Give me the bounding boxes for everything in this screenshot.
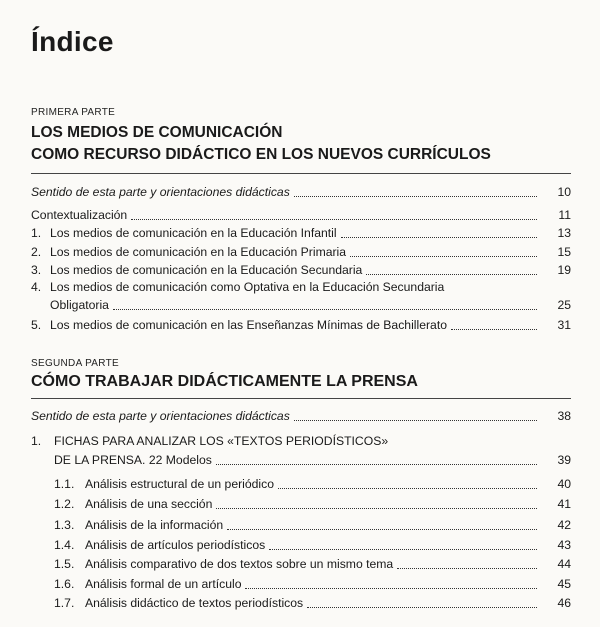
- leader-dots: [294, 420, 537, 421]
- leader-dots: [278, 488, 537, 489]
- leader-dots: [216, 508, 537, 509]
- leader-dots: [227, 529, 537, 530]
- part1-title-line1: LOS MEDIOS DE COMUNICACIÓN: [31, 124, 283, 141]
- toc-subentry-1-6[interactable]: [54, 574, 571, 592]
- leader-dots: [451, 329, 537, 330]
- toc-entry-page: 13: [557, 226, 571, 240]
- part1-title: [31, 122, 491, 166]
- toc-subentry-1-4[interactable]: [54, 535, 571, 553]
- toc-entry-label: Sentido de esta parte y orientaciones didácticas: [31, 185, 290, 199]
- leader-dots: [245, 588, 537, 589]
- part2-kicker: SEGUNDA PARTE: [31, 358, 119, 369]
- toc-entry-label: Análisis didáctico de textos periodísticos: [85, 596, 304, 610]
- part1-divider: [31, 173, 571, 174]
- toc-entry-label: Los medios de comunicación como Optativa en la Educación Secundaria: [50, 280, 445, 294]
- toc-entry-label: Análisis estructural de un periódico: [85, 477, 275, 491]
- leader-dots: [307, 607, 537, 608]
- toc-entry-number: 1.4.: [54, 538, 75, 552]
- toc-entry-number: 1.2.: [54, 497, 75, 511]
- toc-entry-page: 44: [557, 557, 571, 571]
- toc-entry-number: 5.: [31, 318, 42, 332]
- toc-entry-3[interactable]: [31, 260, 571, 278]
- leader-dots: [113, 309, 537, 310]
- leader-dots: [269, 549, 537, 550]
- toc-entry-page: 31: [557, 318, 571, 332]
- toc-section-1-first-line[interactable]: [31, 433, 388, 449]
- part2-divider: [31, 398, 571, 399]
- toc-entry-page: 10: [557, 185, 571, 199]
- toc-entry-page: 38: [557, 409, 571, 423]
- toc-entry-page: 19: [557, 263, 571, 277]
- toc-entry-label: Análisis comparativo de dos textos sobre un mismo tema: [85, 557, 394, 571]
- toc-entry-label: Los medios de comunicación en la Educación Infantil: [50, 226, 337, 240]
- toc-entry-label: Contextualización: [31, 208, 128, 222]
- page-title: Índice: [31, 26, 114, 57]
- toc-entry-label-cont: Obligatoria: [50, 298, 109, 312]
- toc-entry-number: 1.3.: [54, 518, 75, 532]
- leader-dots: [294, 196, 537, 197]
- toc-subentry-1-1[interactable]: [54, 474, 571, 492]
- leader-dots: [341, 237, 537, 238]
- toc-entry-number: 2.: [31, 245, 42, 259]
- toc-entry-number: 1.1.: [54, 477, 75, 491]
- toc-entry-number: 1.5.: [54, 557, 75, 571]
- toc-entry-label: FICHAS PARA ANALIZAR LOS «TEXTOS PERIODÍSTICOS»: [54, 434, 389, 448]
- toc-entry-page: 43: [557, 538, 571, 552]
- toc-entry-label-cont: DE LA PRENSA. 22 Modelos: [54, 453, 212, 467]
- toc-entry-number: 1.6.: [54, 577, 75, 591]
- toc-entry-page: 11: [558, 208, 571, 222]
- part2-title: CÓMO TRABAJAR DIDÁCTICAMENTE LA PRENSA: [31, 373, 418, 390]
- leader-dots: [131, 219, 537, 220]
- toc-entry-label: Análisis de la información: [85, 518, 224, 532]
- toc-subentry-1-2[interactable]: [54, 494, 571, 512]
- toc-entry-label: Análisis de artículos periodísticos: [85, 538, 266, 552]
- toc-entry-label: Análisis de una sección: [85, 497, 213, 511]
- toc-entry-label: Los medios de comunicación en la Educación Secundaria: [50, 263, 363, 277]
- toc-entry-4-first-line[interactable]: [31, 279, 444, 295]
- toc-subentry-1-7[interactable]: [54, 593, 571, 611]
- toc-entry-label: Análisis formal de un artículo: [85, 577, 242, 591]
- toc-entry-page: 46: [557, 596, 571, 610]
- toc-entry-contextualizacion[interactable]: [31, 205, 571, 223]
- toc-subentry-1-5[interactable]: [54, 554, 571, 572]
- toc-entry-1[interactable]: [31, 223, 571, 241]
- toc-subentry-1-3[interactable]: [54, 515, 571, 533]
- toc-entry-part2-intro[interactable]: [31, 406, 571, 424]
- leader-dots: [216, 464, 537, 465]
- toc-entry-label: Los medios de comunicación en las Enseñanzas Mínimas de Bachillerato: [50, 318, 447, 332]
- toc-entry-page: 40: [557, 477, 571, 491]
- toc-entry-number: 1.: [31, 434, 42, 448]
- toc-entry-part1-intro[interactable]: [31, 182, 571, 200]
- toc-entry-page: 25: [557, 298, 571, 312]
- leader-dots: [397, 568, 537, 569]
- leader-dots: [366, 274, 537, 275]
- toc-entry-4[interactable]: [50, 295, 571, 313]
- toc-entry-5[interactable]: [31, 315, 571, 333]
- toc-section-1[interactable]: [54, 450, 571, 468]
- toc-entry-number: 4.: [31, 280, 42, 294]
- toc-entry-label: Los medios de comunicación en la Educación Primaria: [50, 245, 347, 259]
- leader-dots: [350, 256, 537, 257]
- toc-entry-page: 45: [557, 577, 571, 591]
- part1-title-line2: COMO RECURSO DIDÁCTICO EN LOS NUEVOS CURRÍCULOS: [31, 146, 491, 163]
- toc-entry-page: 15: [557, 245, 571, 259]
- toc-entry-label: Sentido de esta parte y orientaciones didácticas: [31, 409, 290, 423]
- toc-entry-number: 1.7.: [54, 596, 75, 610]
- toc-entry-page: 39: [557, 453, 571, 467]
- toc-entry-2[interactable]: [31, 242, 571, 260]
- toc-entry-page: 41: [557, 497, 571, 511]
- toc-entry-number: 3.: [31, 263, 42, 277]
- toc-entry-number: 1.: [31, 226, 42, 240]
- toc-entry-page: 42: [557, 518, 571, 532]
- part1-kicker: PRIMERA PARTE: [31, 107, 116, 118]
